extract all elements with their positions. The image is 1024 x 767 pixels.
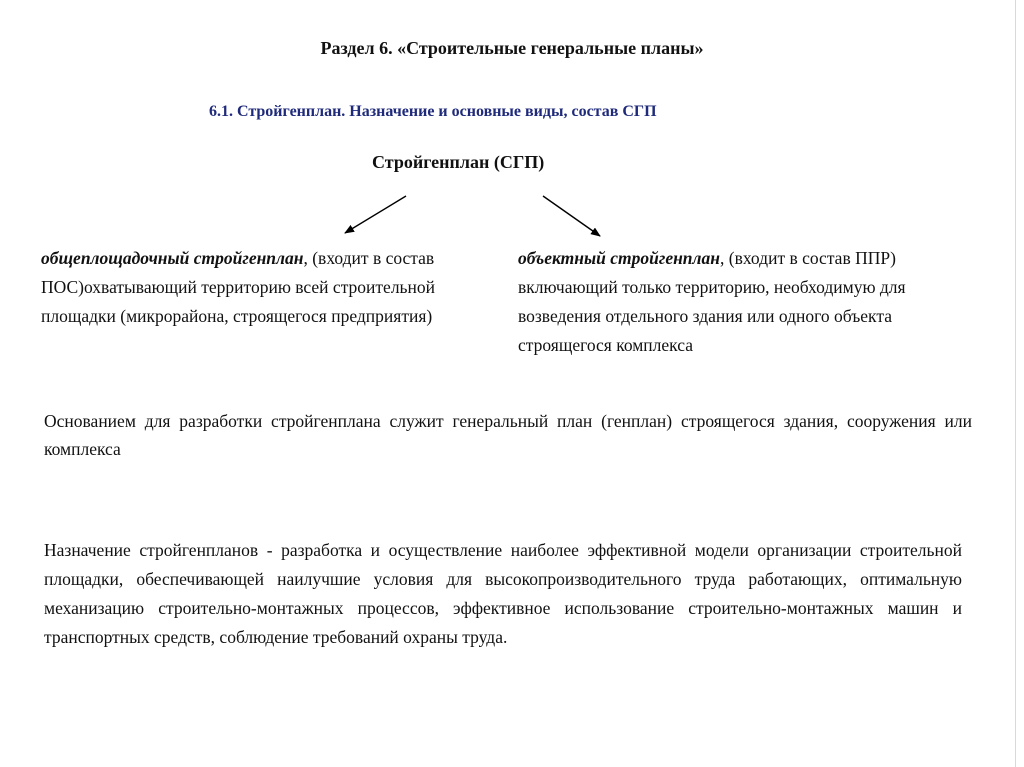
basis-paragraph: Основанием для разработки стройгенплана служит генеральный план (генплан) строящегося здания, сооружения или комплекса	[44, 411, 972, 459]
arrow-to-left-branch	[345, 196, 406, 233]
arrow-to-right-branch	[543, 196, 600, 236]
right-branch-term: объектный стройгенплан	[518, 248, 720, 268]
right-branch-text: , (входит в состав ППР) включающий только территорию, необходимую для возведения отдельного здания или одного объекта строящегося комплекса	[518, 248, 906, 355]
diagram-root-node: Стройгенплан (СГП)	[372, 152, 545, 172]
left-branch-term: общеплощадочный стройгенплан	[41, 248, 304, 268]
left-branch-text: , (входит в состав ПОС)охватывающий территорию всей строительной площадки (микрорайона, строящегося предприятия)	[41, 248, 436, 326]
slide-right-border	[1015, 0, 1016, 767]
left-branch	[41, 244, 481, 331]
section-title: Раздел 6. «Строительные генеральные планы»	[320, 38, 704, 58]
purpose-paragraph: Назначение стройгенпланов - разработка и осуществление наиболее эффективной модели организации строительной площадки, обеспечивающей наилучшие условия для высокопроизводительного труда работающих, оптимальную механизацию строительно-монтажных процессов, эффективное использование строительно-монтажных машин и транспортных средств, соблюдение требований охраны труда.	[44, 540, 962, 647]
right-branch	[518, 244, 963, 360]
subsection-title: 6.1. Стройгенплан. Назначение и основные виды, состав СГП	[209, 103, 657, 120]
